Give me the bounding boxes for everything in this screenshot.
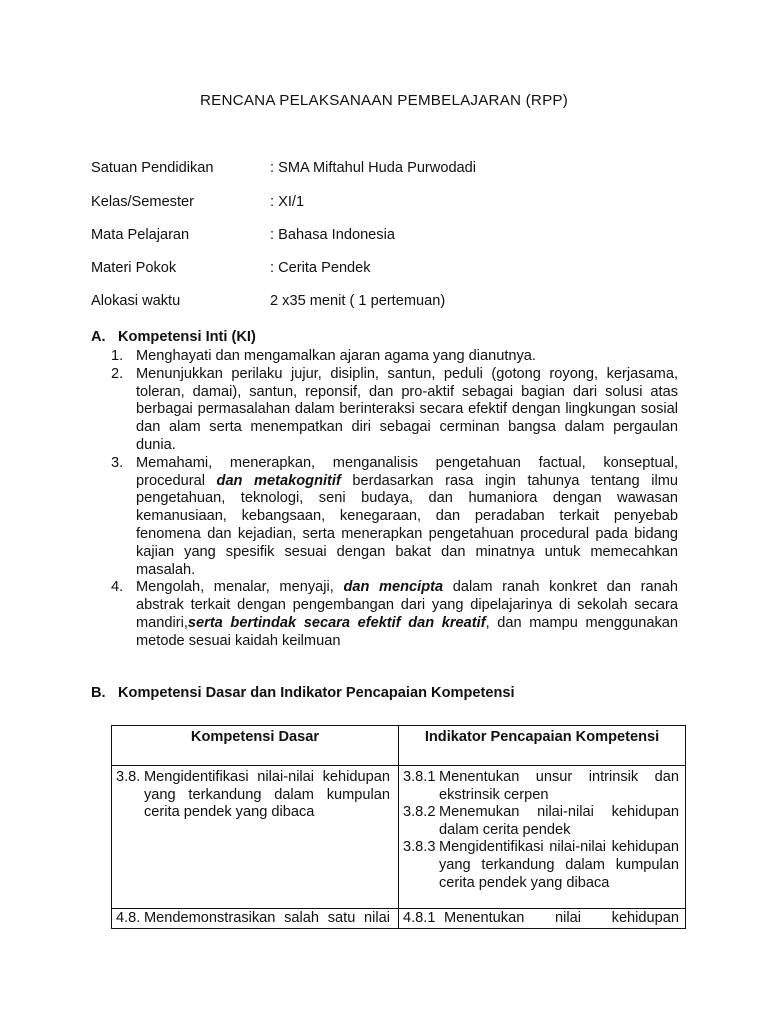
indicator-text: Menemukan nilai-nilai kehidupan dalam cerita pendek [439, 804, 679, 838]
list-number: 1. [111, 348, 124, 364]
list-number: 3. [111, 454, 124, 471]
indicator-cell [399, 909, 686, 929]
section-letter: A. [91, 329, 106, 345]
info-value: : Cerita Pendek [270, 260, 371, 276]
table-row [112, 909, 686, 929]
info-label: Alokasi waktu [91, 293, 181, 309]
info-label: Kelas/Semester [91, 194, 195, 210]
table-header-row [112, 726, 686, 766]
list-text: berdasarkan rasa ingin tahunya tentang ilmu pengetahuan, teknologi, seni budaya, dan humaniora dengan wawasan kemanusiaan, kebangsaan, kenegaraan, dan peradaban terkait penyebab fenomena dan kejadian, serta menerapkan pengetahuan procedural pada bidang kajian yang spesifik sesuai dengan bakat dan minatnya untuk memecahkan masalah. [136, 472, 678, 578]
indicator-number: 3.8.3 [403, 839, 436, 856]
document-title: RENCANA PELAKSANAAN PEMBELAJARAN (RPP) [200, 92, 568, 109]
list-item [111, 455, 678, 580]
list-emphasis: dan mencipta [343, 579, 444, 596]
competency-table [111, 725, 686, 929]
header-indikator: Indikator Pencapaian Kompetensi [399, 726, 686, 766]
indicator-cell [399, 766, 686, 909]
list-text: , dan mampu menggunakan metode sesuai kaidah keilmuan [136, 614, 679, 649]
indicator-text: Mengidentifikasi nilai-nilai kehidupan yang terkandung dalam kumpulan cerita pendek yang dibaca [439, 839, 679, 891]
section-letter: B. [91, 685, 106, 701]
ki-list [111, 348, 678, 651]
list-text: Menghayati dan mengamalkan ajaran agama yang dianutnya. [136, 348, 536, 364]
list-item [111, 366, 678, 455]
info-value: : XI/1 [270, 194, 305, 210]
indicator-number: 3.8.2 [403, 804, 436, 821]
kd-item [112, 766, 398, 822]
section-title: Kompetensi Inti (KI) [118, 329, 256, 345]
info-value: : Bahasa Indonesia [270, 227, 395, 243]
kd-text: Mengidentifikasi nilai-nilai kehidupan yang terkandung dalam kumpulan cerita pendek yang dibaca [144, 769, 390, 821]
info-label: Mata Pelajaran [91, 227, 190, 243]
section-b-heading [91, 684, 515, 702]
list-item [111, 348, 678, 366]
table-row [112, 766, 686, 909]
list-text: Mengolah, menalar, menyaji, [136, 579, 344, 596]
section-a-heading [91, 328, 256, 346]
kd-cell [112, 766, 399, 909]
indicator-item [399, 839, 685, 892]
list-text: dalam ranah konkret dan ranah abstrak terkait dengan pengembangan dari yang dipelajarinya di sekolah secara mandiri, [136, 579, 678, 631]
list-number: 2. [111, 365, 124, 382]
kd-number: 3.8. [116, 769, 141, 785]
header-kompetensi-dasar: Kompetensi Dasar [112, 726, 399, 766]
list-number: 4. [111, 579, 124, 596]
list-item [111, 579, 678, 650]
kd-cell [112, 909, 399, 929]
info-label: Satuan Pendidikan [91, 160, 214, 176]
indicator-item [399, 804, 685, 839]
info-label: Materi Pokok [91, 260, 177, 276]
indicator-number: 3.8.1 [403, 769, 436, 785]
list-text: Memahami, menerapkan, menganalisis pengetahuan factual, konseptual, procedural [136, 454, 678, 489]
list-text: Menunjukkan perilaku jujur, disiplin, santun, peduli (gotong royong, kerjasama, toleran, damai), santun, reponsif, dan pro-aktif sebagai bagian dari solusi atas berbagai permasalahan dalam berinteraksi secara efektif dengan lingkungan sosial dan alam serta menempatkan diri sebagai cerminan bangsa dalam pergaulan dunia. [136, 365, 678, 453]
indicator-item [399, 909, 685, 928]
kd-number: 4.8. [116, 910, 141, 926]
list-emphasis: dan metakognitif [216, 472, 341, 489]
info-value: : SMA Miftahul Huda Purwodadi [270, 160, 477, 176]
info-value: 2 x35 menit ( 1 pertemuan) [270, 293, 446, 309]
indicator-item [399, 769, 685, 804]
list-emphasis: serta bertindak secara efektif dan kreatif [187, 614, 486, 631]
kd-text: Mendemonstrasikan salah satu nilai [144, 910, 390, 926]
indicator-text: Menentukan unsur intrinsik dan ekstrinsik cerpen [439, 769, 679, 803]
section-title: Kompetensi Dasar dan Indikator Pencapaian Kompetensi [118, 685, 515, 701]
indicator-number: 4.8.1 [403, 910, 436, 926]
indicator-text: Menentukan nilai kehidupan [444, 910, 679, 926]
kd-item [112, 909, 398, 928]
